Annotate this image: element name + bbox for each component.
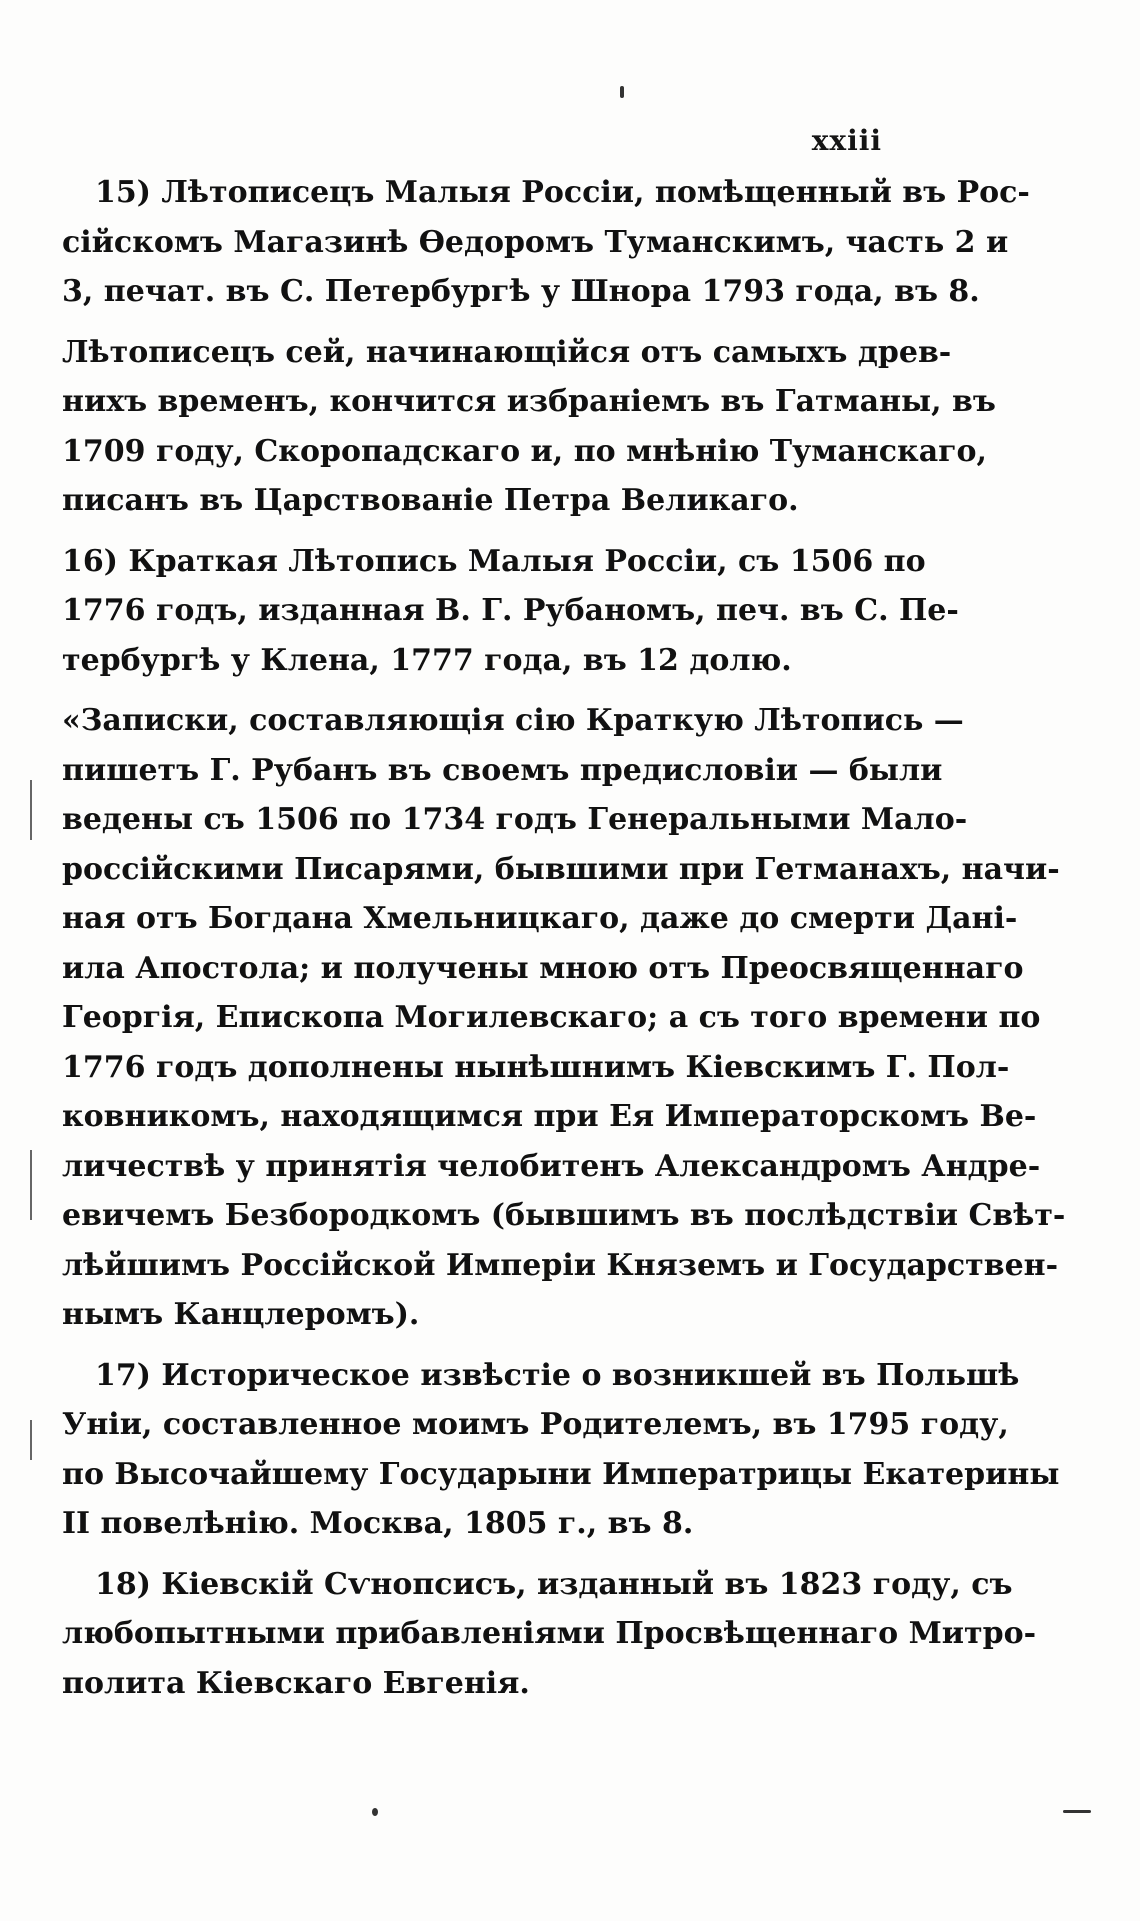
text-line: 1776 годъ дополнены нынѣшнимъ Кіевскимъ Г. Пол- <box>62 1049 1010 1085</box>
text-line: 18) Кіевскій Сѵнопсисъ, изданный въ 1823 году, съ <box>95 1566 1013 1602</box>
text-line: 1776 годъ, изданная В. Г. Рубаномъ, печ. въ С. Пе- <box>62 593 959 628</box>
ink-dot <box>372 1808 378 1816</box>
entry-16-quote <box>62 696 1066 1340</box>
text-line: тербургѣ у Клена, 1777 года, въ 12 долю. <box>62 642 792 678</box>
text-line: II повелѣнію. Москва, 1805 г., въ 8. <box>62 1506 694 1541</box>
entry-17 <box>62 1351 1060 1549</box>
text-line: Лѣтописецъ сей, начинающійся отъ самыхъ древ- <box>62 334 952 370</box>
margin-mark <box>30 1420 32 1460</box>
text-line: 15) Лѣтописецъ Малыя Россіи, помѣщенный въ Рос- <box>95 175 1030 210</box>
text-line: любопытными прибавленіями Просвѣщеннаго Митро- <box>62 1616 1037 1651</box>
margin-mark <box>30 1150 32 1220</box>
entry-16 <box>62 537 959 686</box>
text-line: по Высочайшему Государыни Императрицы Екатерины <box>62 1456 1060 1492</box>
text-line: лѣйшимъ Россійской Имперіи Княземъ и Государствен- <box>62 1247 1059 1283</box>
entry-15 <box>62 168 1030 317</box>
text-line: полита Кіевскаго Евгенія. <box>62 1665 530 1701</box>
entry-18 <box>62 1560 1037 1709</box>
text-line: 3, печат. въ С. Петербургѣ у Шнора 1793 года, въ 8. <box>62 274 980 309</box>
text-line: ковникомъ, находящимся при Ея Императорскомъ Ве- <box>62 1099 1037 1134</box>
entry-15-comment <box>62 328 996 526</box>
text-line: нымъ Канцлеромъ). <box>62 1297 420 1332</box>
text-line: ила Апостола; и получены мною отъ Преосвященнаго <box>62 950 1024 986</box>
page-body <box>62 168 1066 1719</box>
text-line: личествѣ у принятія челобитенъ Александромъ Андре- <box>62 1148 1041 1184</box>
margin-mark <box>30 780 32 840</box>
text-line: 17) Историческое извѣстіе о возникшей въ Польшѣ <box>95 1357 1020 1393</box>
text-line: пишетъ Г. Рубанъ въ своемъ предисловіи — были <box>62 752 943 788</box>
ink-speck <box>620 86 624 98</box>
text-line: россійскими Писарями, бывшими при Гетманахъ, начи- <box>62 851 1060 887</box>
text-line: евичемъ Безбородкомъ (бывшимъ въ послѣдствіи Свѣт- <box>62 1198 1066 1233</box>
text-line: ная отъ Богдана Хмельницкаго, даже до смерти Дані- <box>62 901 1018 936</box>
text-line: нихъ временъ, кончится избраніемъ въ Гатманы, въ <box>62 384 996 419</box>
page-number: xxiii <box>811 124 882 157</box>
text-line: Уніи, составленное моимъ Родителемъ, въ 1795 году, <box>62 1407 1009 1442</box>
text-line: ведены съ 1506 по 1734 годъ Генеральными Мало- <box>62 802 968 837</box>
ink-dash <box>1063 1810 1091 1813</box>
text-line: 16) Краткая Лѣтопись Малыя Россіи, съ 1506 по <box>62 543 926 579</box>
text-line: писанъ въ Царствованіе Петра Великаго. <box>62 483 799 518</box>
text-line: «Записки, составляющія сію Краткую Лѣтопись — <box>62 703 964 738</box>
text-line: Георгія, Епископа Могилевскаго; а съ того времени по <box>62 1000 1041 1035</box>
text-line: 1709 году, Скоропадскаго и, по мнѣнію Туманскаго, <box>62 433 987 469</box>
text-line: сійскомъ Магазинѣ Ѳедоромъ Туманскимъ, часть 2 и <box>62 224 1009 260</box>
